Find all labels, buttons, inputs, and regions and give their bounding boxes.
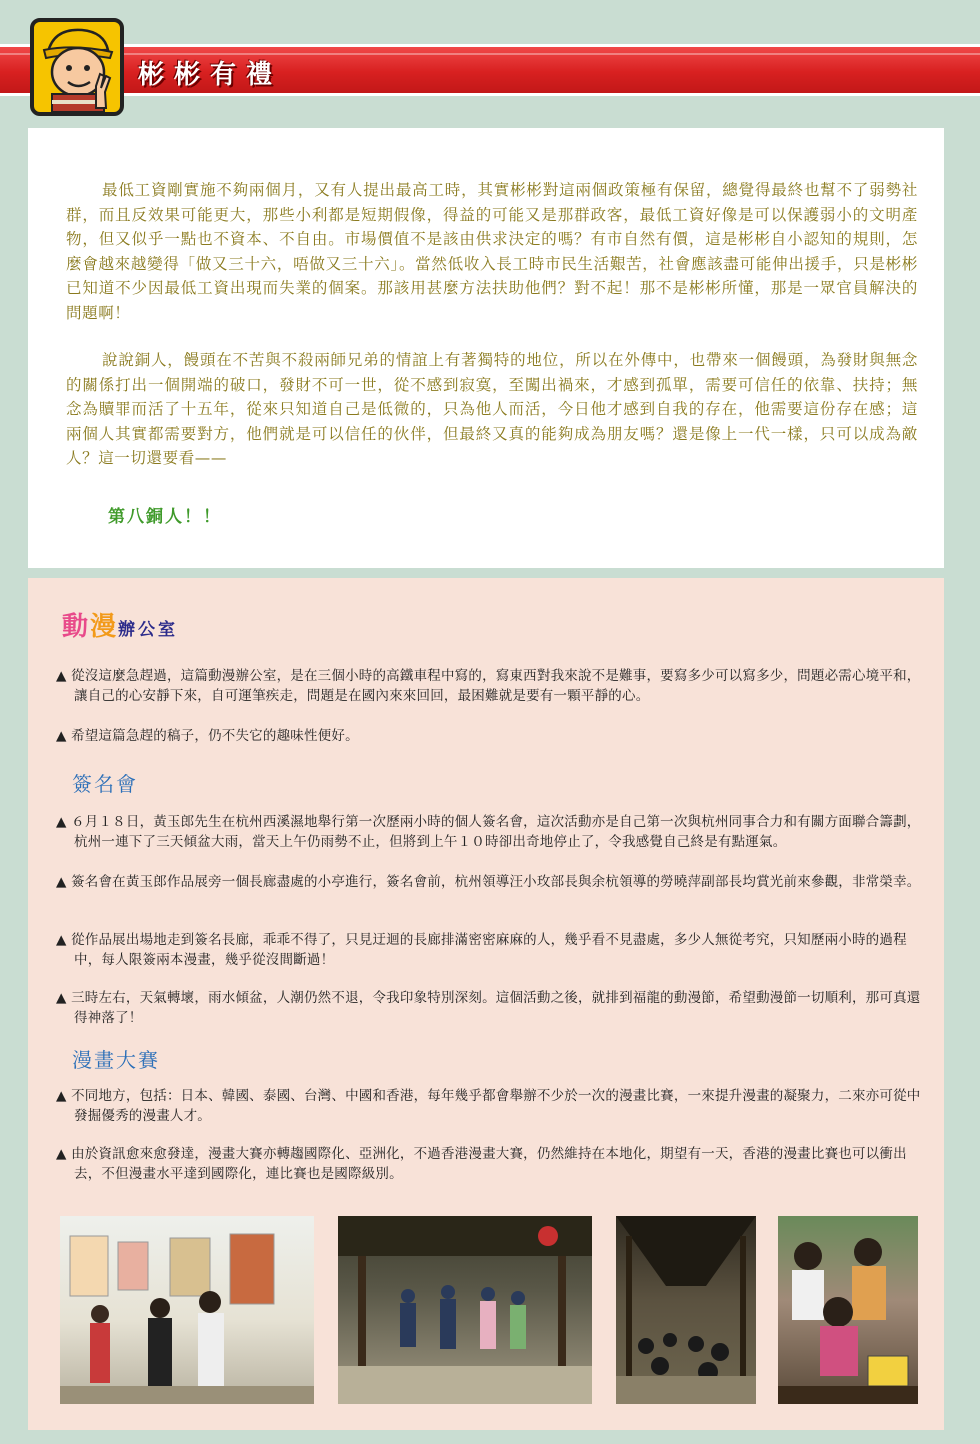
title-suffix: 辦公室	[118, 620, 179, 640]
fans-with-comics-photo	[778, 1216, 918, 1404]
section-title	[62, 606, 178, 643]
title-char-1: 動	[62, 612, 91, 642]
exhibition-visitors-photo	[60, 1216, 314, 1404]
intro-paragraph: 說說銅人，饅頭在不苦與不殺兩師兄弟的情誼上有著獨特的地位，所以在外傳中，也帶來一個饅頭，為發財與無念的關係打出一個開端的破口，發財不可一世，從不感到寂寞，至闖出禍來，才感到孤單，需要可信任的依靠、扶持；無念為贖罪而活了十五年，從來只知道自己是低微的，只為他人而活，今日他才感到自我的存在，他需要這份存在感；這兩個人其實都需要對方，他們就是可以信任的伙伴，但最終又真的能夠成為朋友嗎？還是像上一代一樣，只可以成為敵人？這一切還要看——	[66, 351, 918, 467]
list-item: ▲ ６月１８日，黃玉郎先生在杭州西溪濕地舉行第一次歷兩小時的個人簽名會，這次活動亦是自己第一次與杭州同事合力和有關方面聯合籌劃，杭州一連下了三天傾盆大雨，當天上午仍雨勢不止，但將到上午１０時卻出奇地停止了，令我感覺自己終是有點運氣。	[56, 814, 921, 850]
corridor-queue-photo	[616, 1216, 756, 1404]
intro-paragraph: 最低工資剛實施不夠兩個月，又有人提出最高工時，其實彬彬對這兩個政策極有保留，總覺得最終也幫不了弱勢社群，而且反效果可能更大，那些小利都是短期假像，得益的可能又是那群政客，最低工資好像是可以保護弱小的文明產物，但又似乎一點也不資本、不自由。市場價值不是該由供求決定的嗎？有市自然有價，這是彬彬自小認知的規則，怎麼會越來越變得「做又三十六，唔做又三十六」。當然低收入長工時市民生活艱苦，社會應該盡可能伸出援手，只是彬彬已知道不少因最低工資出現而失業的個案。那該用甚麼方法扶助他們？對不起！那不是彬彬所懂，那是一眾官員解決的問題啊！	[66, 181, 918, 322]
title-char-2: 漫	[90, 612, 119, 642]
contest-heading: 漫畫大賽	[72, 1048, 160, 1072]
signing-heading: 簽名會	[72, 772, 138, 796]
list-item: ▲ 從作品展出場地走到簽名長廊，乖乖不得了，只見迂迴的長廊排滿密密麻麻的人，幾乎看不見盡處，多少人無從考究，只知歷兩小時的過程中，每人限簽兩本漫畫，幾乎從沒間斷過！	[56, 932, 907, 968]
cartoon-boy-peace-sign-icon	[30, 18, 124, 116]
list-item: ▲ 不同地方，包括：日本、韓國、泰國、台灣、中國和香港，每年幾乎都會舉辦不少於一次的漫畫比賽，一來提升漫畫的凝聚力，二來亦可從中發掘優秀的漫畫人才。	[56, 1088, 921, 1124]
column-title: 彬彬有禮	[138, 60, 283, 90]
list-item: ▲ 由於資訊愈來愈發達，漫畫大賽亦轉趨國際化、亞洲化，不過香港漫畫大賽，仍然維持在本地化，期望有一天，香港的漫畫比賽也可以衝出去，不但漫畫水平達到國際化，連比賽也是國際級別。	[56, 1146, 907, 1182]
list-item: ▲ 從沒這麼急趕過，這篇動漫辦公室，是在三個小時的高鐵車程中寫的，寫東西對我來說不是難事，要寫多少可以寫多少，問題必需心境平和，讓自己的心安靜下來，自可運筆疾走，問題是在國內來來回回，最困難就是要有一顆平靜的心。	[56, 668, 921, 704]
signing-pavilion-crowd-photo	[338, 1216, 592, 1404]
list-item: ▲ 希望這篇急趕的稿子，仍不失它的趣味性便好。	[56, 728, 359, 744]
closing-line: 第八銅人！！	[108, 507, 222, 527]
list-item: ▲ 簽名會在黃玉郎作品展旁一個長廊盡處的小亭進行，簽名會前，杭州領導汪小玫部長與余杭領導的勞曉萍副部長均賞光前來參觀，非常榮幸。	[56, 874, 921, 890]
office-panel	[28, 578, 944, 1430]
list-item: ▲ 三時左右，天氣轉壞，雨水傾盆，人潮仍然不退，令我印象特別深刻。這個活動之後，就排到福龍的動漫節，希望動漫節一切順利，那可真還得神落了！	[56, 990, 921, 1026]
intro-panel	[28, 128, 944, 568]
